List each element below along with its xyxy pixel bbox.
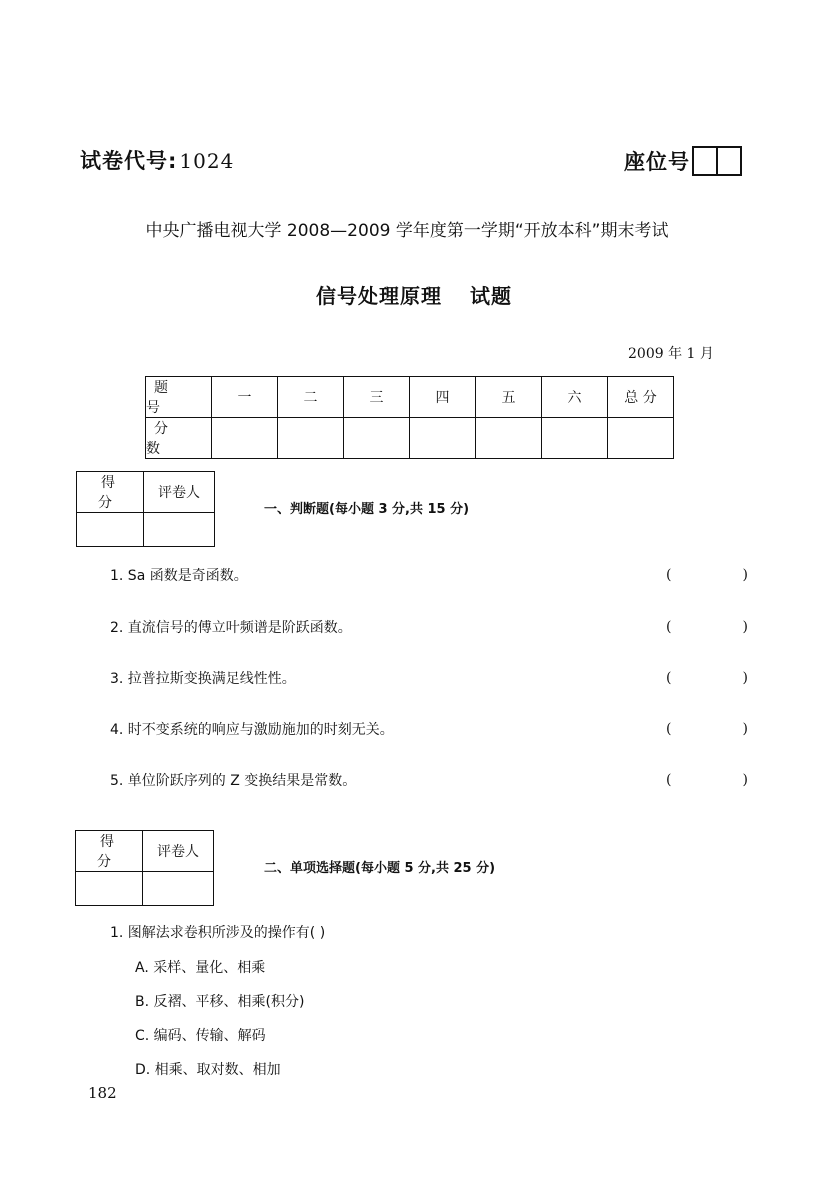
paren-close: ) — [742, 619, 748, 635]
mc-option-b: B. 反褶、平移、相乘(积分) — [135, 994, 305, 1010]
paren-close: ) — [742, 670, 748, 686]
score-cell[interactable] — [542, 418, 608, 459]
grader-box-section2 — [75, 830, 214, 906]
tf-question-3: 3. 拉普拉斯变换满足线性性。 — [110, 671, 296, 687]
mc-question-1: 1. 图解法求卷积所涉及的操作有( ) — [110, 925, 326, 941]
paren-close: ) — [742, 721, 748, 737]
page-number: 182 — [88, 1084, 117, 1102]
col-3: 三 — [344, 377, 410, 418]
answer-paren-3[interactable] — [666, 670, 748, 686]
paren-open: ( — [666, 619, 672, 635]
mc-option-a: A. 采样、量化、相乘 — [135, 960, 266, 976]
score-cell[interactable] — [344, 418, 410, 459]
grader-name-label: 评卷人 — [144, 472, 215, 513]
paren-close: ) — [742, 772, 748, 788]
paren-open: ( — [666, 721, 672, 737]
grader-score-cell[interactable] — [77, 513, 144, 547]
tf-question-1: 1. Sa 函数是奇函数。 — [110, 568, 248, 584]
tf-question-4: 4. 时不变系统的响应与激励施加的时刻无关。 — [110, 722, 394, 738]
score-cell[interactable] — [608, 418, 674, 459]
score-cell[interactable] — [410, 418, 476, 459]
question-number-label: 题 号 — [146, 377, 212, 418]
col-6: 六 — [542, 377, 608, 418]
exam-title — [0, 280, 814, 309]
grader-score-label: 得 分 — [77, 472, 144, 513]
seat-number-label: 座位号 — [624, 150, 690, 174]
answer-paren-2[interactable] — [666, 619, 748, 635]
grader-score-label: 得 分 — [76, 831, 143, 872]
section1-title: 一、判断题(每小题 3 分,共 15 分) — [264, 502, 470, 517]
grader-name-cell[interactable] — [144, 513, 215, 547]
section2-title: 二、单项选择题(每小题 5 分,共 25 分) — [264, 861, 496, 876]
answer-paren-5[interactable] — [666, 772, 748, 788]
tf-question-2: 2. 直流信号的傅立叶频谱是阶跃函数。 — [110, 620, 352, 636]
university-line: 中央广播电视大学 2008—2009 学年度第一学期“开放本科”期末考试 — [145, 221, 669, 241]
subject-name: 信号处理原理 — [316, 284, 442, 308]
exam-code-label: 试卷代号: — [80, 149, 178, 173]
paren-open: ( — [666, 567, 672, 583]
score-cell[interactable] — [278, 418, 344, 459]
score-table-header-row — [146, 377, 674, 418]
grader-name-cell[interactable] — [143, 872, 214, 906]
exam-code-number: 1024 — [179, 149, 235, 173]
paren-close: ) — [742, 567, 748, 583]
tf-question-5: 5. 单位阶跃序列的 Z 变换结果是常数。 — [110, 773, 357, 789]
score-cell[interactable] — [476, 418, 542, 459]
col-1: 一 — [212, 377, 278, 418]
col-5: 五 — [476, 377, 542, 418]
answer-paren-4[interactable] — [666, 721, 748, 737]
paren-open: ( — [666, 772, 672, 788]
grader-box-section1 — [76, 471, 215, 547]
col-4: 四 — [410, 377, 476, 418]
grader-score-cell[interactable] — [76, 872, 143, 906]
mc-option-d: D. 相乘、取对数、相加 — [135, 1062, 281, 1078]
answer-paren-1[interactable] — [666, 567, 748, 583]
col-total: 总 分 — [608, 377, 674, 418]
seat-box-2[interactable] — [718, 146, 742, 176]
seat-number-boxes — [692, 146, 742, 176]
score-cell[interactable] — [212, 418, 278, 459]
score-table-score-row — [146, 418, 674, 459]
paren-open: ( — [666, 670, 672, 686]
exam-code — [80, 145, 234, 175]
seat-number — [624, 146, 742, 176]
subject-suffix: 试题 — [470, 284, 512, 308]
seat-box-1[interactable] — [692, 146, 718, 176]
mc-option-c: C. 编码、传输、解码 — [135, 1028, 266, 1044]
exam-date: 2009 年 1 月 — [628, 346, 714, 362]
score-label: 分 数 — [146, 418, 212, 459]
score-table — [145, 376, 674, 459]
col-2: 二 — [278, 377, 344, 418]
grader-name-label: 评卷人 — [143, 831, 214, 872]
